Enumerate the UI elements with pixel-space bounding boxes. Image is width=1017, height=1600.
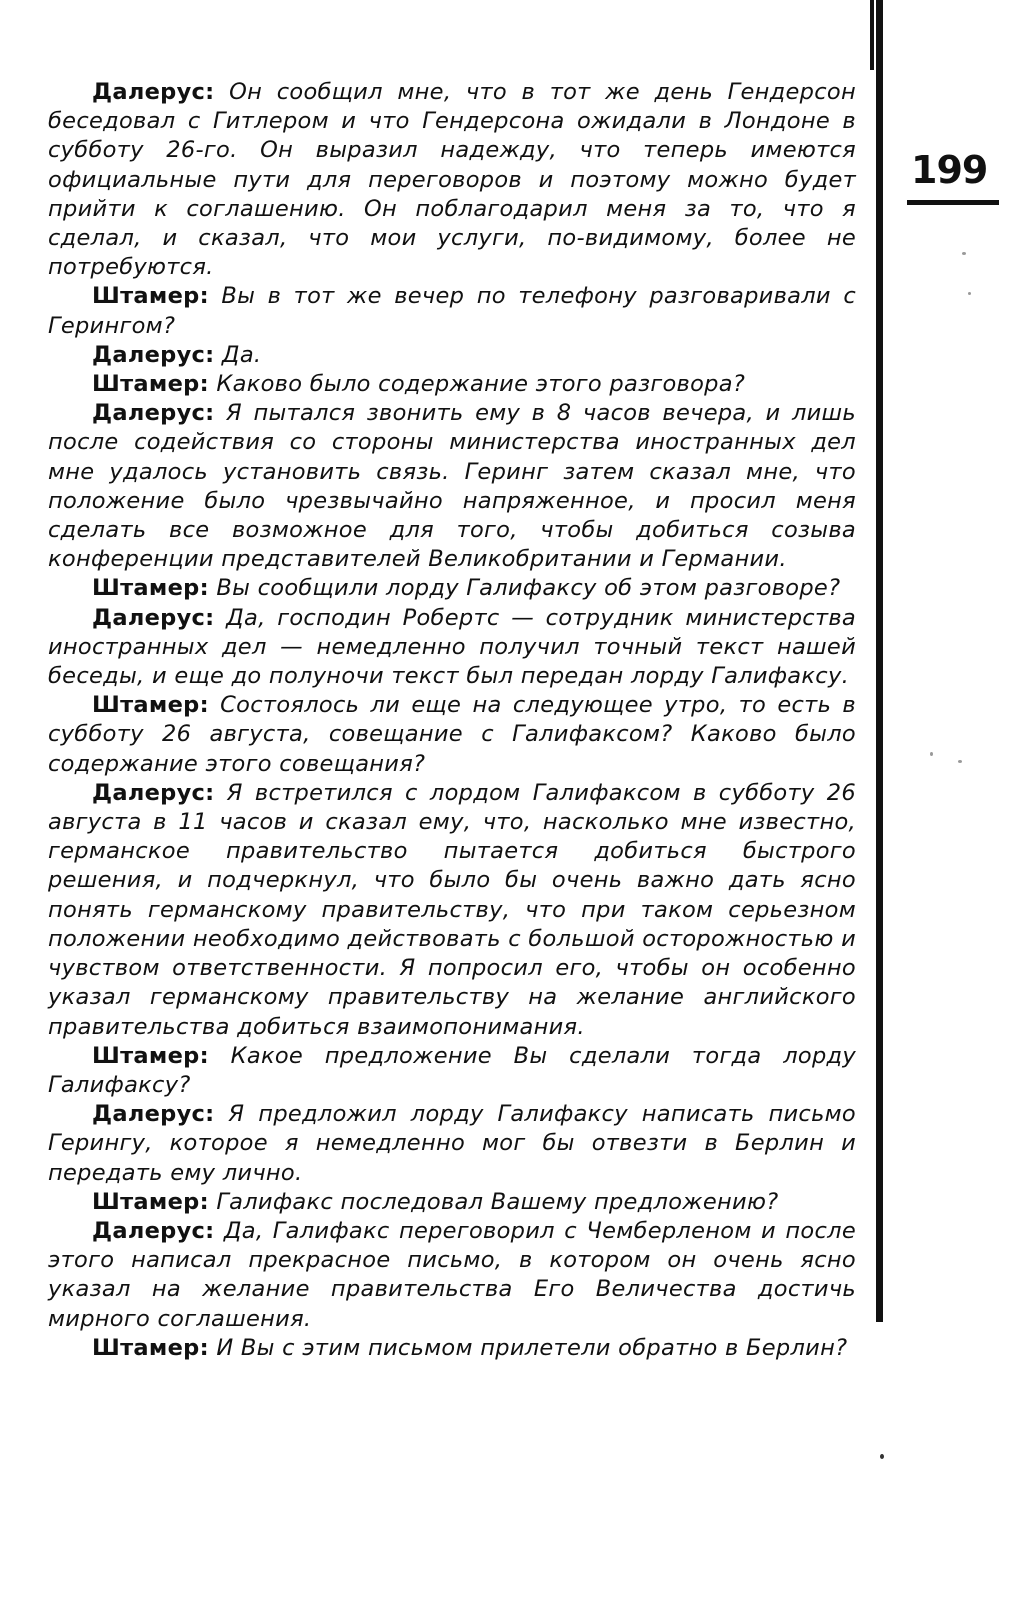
speech-text: Состоялось ли еще на следующее утро, то есть в субботу 26 августа, совещание с Галифаксом? Каково было содержание этого совещания? bbox=[48, 692, 856, 777]
page-number: 199 bbox=[911, 148, 988, 192]
speaker-name: Штамер: bbox=[92, 575, 209, 602]
speech-text: Я встретился с лордом Галифаксом в субботу 26 августа в 11 часов и сказал ему, что, насколько мне известно, германское правительство пытается добиться быстрого решения, и подчеркнул, что было бы очень важно дать ясно понять германскому правительству, что при таком серьезном положении необходимо действовать с большой осторожностью и чувством ответственности. Я попросил его, чтобы он особенно указал германскому правительству на желание английского правительства добиться взаимопонимания. bbox=[48, 779, 856, 1040]
dialogue-paragraph bbox=[48, 1334, 856, 1363]
scan-speck bbox=[880, 1454, 884, 1459]
speaker-name: Штамер: bbox=[92, 1042, 209, 1069]
speech-text: Вы сообщили лорду Галифаксу об этом разговоре? bbox=[208, 575, 841, 602]
speech-text: Вы в тот же вечер по телефону разговаривали с Герингом? bbox=[48, 283, 856, 339]
scan-speck bbox=[968, 292, 971, 295]
scan-speck bbox=[930, 752, 933, 756]
speaker-name: Штамер: bbox=[92, 283, 209, 310]
dialogue-paragraph bbox=[48, 691, 856, 779]
dialogue-text bbox=[48, 78, 856, 1363]
speaker-name: Штамер: bbox=[92, 371, 209, 398]
dialogue-paragraph bbox=[48, 1217, 856, 1334]
dialogue-paragraph bbox=[48, 574, 856, 603]
speech-text: И Вы с этим письмом прилетели обратно в Берлин? bbox=[208, 1334, 848, 1361]
speech-text: Да, господин Робертс — сотрудник министерства иностранных дел — немедленно получил точный текст нашей беседы, и еще до полуночи текст был передан лорду Галифаксу. bbox=[48, 604, 856, 690]
speech-text: Да. bbox=[214, 341, 262, 368]
speech-text: Галифакс последовал Вашему предложению? bbox=[208, 1188, 779, 1215]
speech-text: Да, Галифакс переговорил с Чемберленом и после этого написал прекрасное письмо, в котором он очень ясно указал на желание правительства Его Величества достичь мирного соглашения. bbox=[48, 1217, 856, 1332]
speaker-name: Далерус: bbox=[92, 604, 215, 631]
speaker-name: Штамер: bbox=[92, 692, 209, 719]
speaker-name: Далерус: bbox=[92, 1217, 215, 1244]
margin-rule bbox=[876, 0, 883, 1322]
speech-text: Каково было содержание этого разговора? bbox=[208, 371, 746, 398]
dialogue-paragraph bbox=[48, 370, 856, 399]
speech-text: Какое предложение Вы сделали тогда лорду Галифаксу? bbox=[48, 1042, 856, 1098]
dialogue-paragraph bbox=[48, 779, 856, 1042]
speaker-name: Далерус: bbox=[92, 1101, 215, 1128]
dialogue-paragraph bbox=[48, 1100, 856, 1188]
dialogue-paragraph bbox=[48, 282, 856, 340]
speaker-name: Далерус: bbox=[92, 341, 215, 368]
speech-text: Он сообщил мне, что в тот же день Гендерсон беседовал с Гитлером и что Гендерсона ожидали в Лондоне в субботу 26-го. Он выразил надежду, что теперь имеются официальные пути для переговоров и поэтому можно будет прийти к соглашению. Он поблагодарил меня за то, что я сделал, и сказал, что мои услуги, по-видимому, более не потребуются. bbox=[48, 79, 856, 281]
scan-speck bbox=[958, 760, 962, 763]
dialogue-paragraph bbox=[48, 1188, 856, 1217]
speaker-name: Далерус: bbox=[92, 400, 215, 427]
speech-text: Я предложил лорду Галифаксу написать письмо Герингу, которое я немедленно мог бы отвезти в Берлин и передать ему лично. bbox=[48, 1101, 856, 1186]
dialogue-paragraph bbox=[48, 604, 856, 692]
page-number-underline bbox=[907, 200, 999, 205]
dialogue-paragraph bbox=[48, 1042, 856, 1100]
scan-speck bbox=[962, 252, 966, 255]
dialogue-paragraph bbox=[48, 78, 856, 282]
dialogue-paragraph bbox=[48, 341, 856, 370]
speaker-name: Штамер: bbox=[92, 1188, 209, 1215]
speaker-name: Далерус: bbox=[92, 79, 215, 105]
speaker-name: Штамер: bbox=[92, 1334, 209, 1361]
margin-rule-top bbox=[870, 0, 874, 70]
speaker-name: Далерус: bbox=[92, 779, 215, 806]
speech-text: Я пытался звонить ему в 8 часов вечера, и лишь после содействия со стороны министерства иностранных дел мне удалось установить связь. Геринг затем сказал мне, что положение было чрезвычайно напряженное, и просил меня сделать все возможное для того, чтобы добиться созыва конференции представителей Великобритании и Германии. bbox=[48, 400, 856, 573]
dialogue-paragraph bbox=[48, 399, 856, 574]
